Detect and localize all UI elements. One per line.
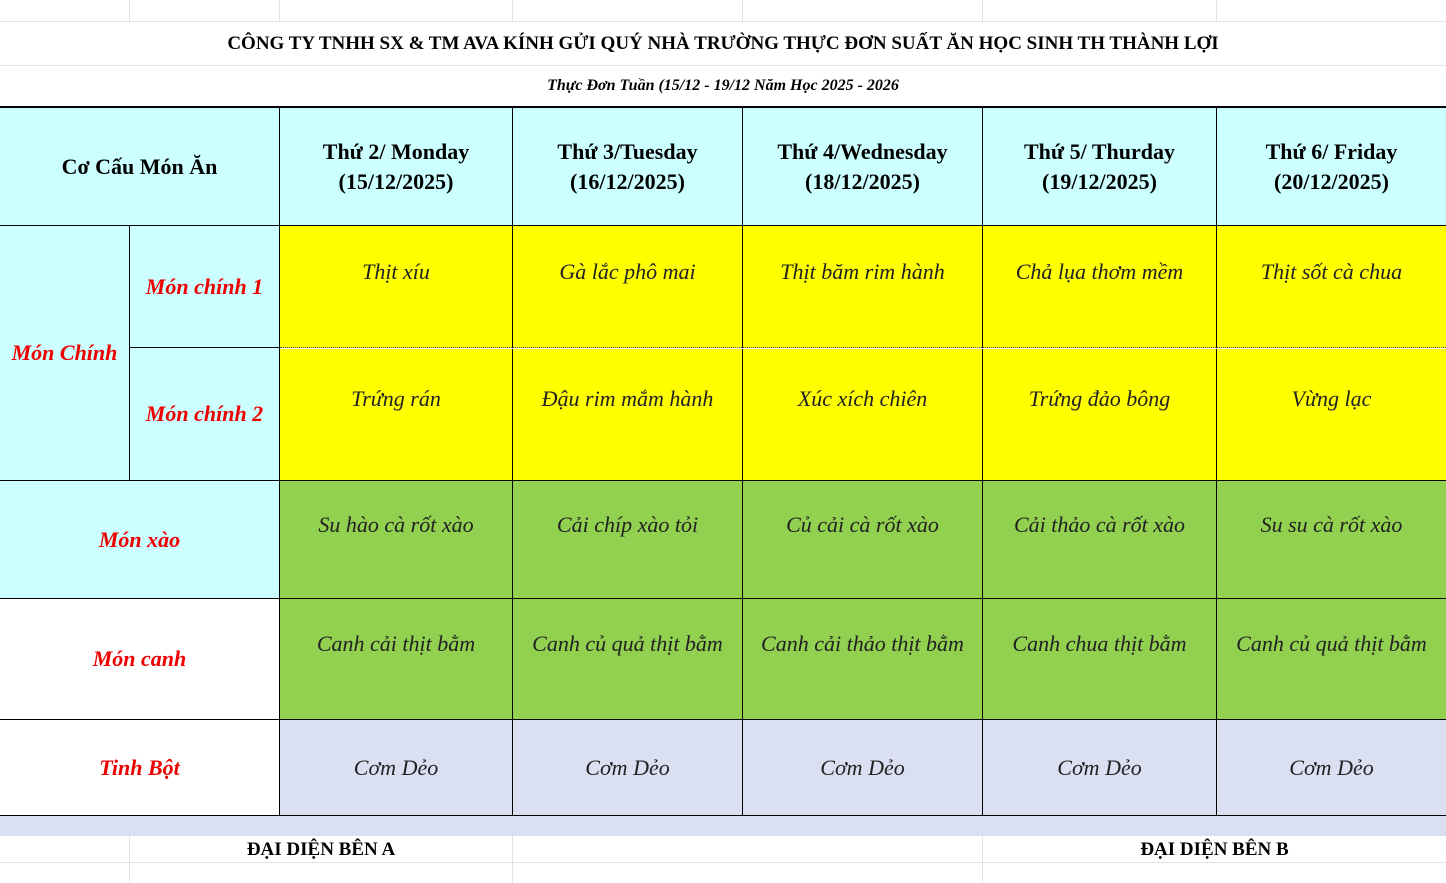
day-header-wednesday bbox=[743, 108, 983, 226]
category-starch bbox=[0, 720, 280, 816]
column-line bbox=[1216, 449, 1217, 481]
menu-cell: Su su cà rốt xào bbox=[1260, 512, 1403, 537]
day-date: (18/12/2025) bbox=[805, 168, 920, 194]
menu-cell: Thịt xíu bbox=[280, 226, 513, 318]
gridline bbox=[1216, 0, 1217, 21]
column-line bbox=[982, 318, 983, 348]
day-name: Thứ 3/Tuesday bbox=[557, 138, 698, 164]
day-header-friday bbox=[1217, 108, 1446, 226]
menu-cell: Canh cải thịt bằm bbox=[280, 599, 513, 689]
column-line bbox=[512, 569, 513, 599]
gridline bbox=[279, 0, 280, 21]
menu-cell: Cơm Dẻo bbox=[1289, 755, 1374, 780]
menu-cell: Su hào cà rốt xào bbox=[280, 481, 513, 569]
menu-cell: Trứng rán bbox=[280, 349, 513, 449]
menu-cell: Cơm Dẻo bbox=[983, 720, 1217, 816]
day-header-tuesday bbox=[513, 108, 743, 226]
gridline bbox=[982, 0, 983, 21]
signature-party-b: ĐẠI DIỆN BÊN B bbox=[1140, 839, 1289, 860]
menu-cell: Canh củ quả thịt bằm bbox=[513, 599, 743, 689]
column-line bbox=[1216, 689, 1217, 720]
column-line bbox=[742, 569, 743, 599]
category-main-group-label: Món Chính bbox=[11, 340, 118, 365]
day-name: Thứ 6/ Friday bbox=[1265, 138, 1398, 164]
category-main-1-label: Món chính 1 bbox=[145, 273, 264, 299]
column-line bbox=[742, 689, 743, 720]
menu-cell: Canh củ quả thịt bằm bbox=[1236, 631, 1427, 656]
menu-cell: Gà lắc phô mai bbox=[513, 226, 743, 318]
menu-cell: Cải chíp xào tỏi bbox=[513, 481, 743, 569]
week-subtitle: Thực Đơn Tuần (15/12 - 19/12 Năm Học 2025 - 2026 bbox=[547, 77, 899, 94]
menu-cell: Trứng đảo bông bbox=[983, 349, 1217, 449]
day-header-monday bbox=[280, 108, 513, 226]
column-line bbox=[982, 449, 983, 481]
column-line bbox=[742, 318, 743, 348]
column-line bbox=[512, 689, 513, 720]
menu-cell: Canh chua thịt bằm bbox=[983, 599, 1217, 689]
structure-header-label: Cơ Cấu Món Ăn bbox=[61, 153, 218, 179]
spacer-row bbox=[0, 816, 1446, 836]
column-line bbox=[982, 569, 983, 599]
category-main-2-label: Món chính 2 bbox=[145, 401, 264, 426]
day-date: (20/12/2025) bbox=[1274, 168, 1389, 194]
page-title: CÔNG TY TNHH SX & TM AVA KÍNH GỬI QUÝ NHÀ TRƯỜNG THỰC ĐƠN SUẤT ĂN HỌC SINH TH THÀNH LỢI bbox=[227, 32, 1219, 54]
menu-cell: Cải thảo cà rốt xào bbox=[983, 481, 1217, 569]
signature-party-a: ĐẠI DIỆN BÊN A bbox=[246, 839, 396, 860]
category-soup bbox=[0, 599, 280, 720]
category-main-2 bbox=[130, 348, 280, 481]
menu-cell: Cơm Dẻo bbox=[743, 720, 983, 816]
menu-cell: Cơm Dẻo bbox=[513, 720, 743, 816]
day-header-thursday bbox=[983, 108, 1217, 226]
day-date: (19/12/2025) bbox=[1042, 168, 1157, 194]
column-line bbox=[742, 449, 743, 481]
day-name: Thứ 4/Wednesday bbox=[777, 138, 948, 164]
column-line bbox=[1216, 569, 1217, 599]
day-date: (15/12/2025) bbox=[338, 168, 454, 194]
day-name: Thứ 2/ Monday bbox=[322, 138, 470, 164]
gridline bbox=[512, 0, 513, 21]
category-starch-label: Tinh Bột bbox=[99, 754, 180, 780]
category-soup-label: Món canh bbox=[92, 646, 187, 671]
menu-cell: Cơm Dẻo bbox=[280, 720, 513, 816]
day-date: (16/12/2025) bbox=[570, 168, 685, 194]
menu-cell: Đậu rim mắm hành bbox=[513, 349, 743, 449]
menu-cell: Xúc xích chiên bbox=[743, 349, 983, 449]
structure-header bbox=[0, 108, 280, 226]
column-line bbox=[1216, 318, 1217, 348]
menu-cell: Thịt băm rim hành bbox=[743, 226, 983, 318]
column-line bbox=[512, 449, 513, 481]
category-main-group bbox=[0, 226, 130, 481]
menu-cell: Củ cải cà rốt xào bbox=[743, 481, 983, 569]
menu-cell: Thịt sốt cà chua bbox=[1260, 259, 1403, 284]
column-line bbox=[512, 318, 513, 348]
column-line bbox=[982, 689, 983, 720]
category-stirfry-label: Món xào bbox=[98, 526, 181, 552]
gridline bbox=[742, 0, 743, 21]
gridline bbox=[129, 0, 130, 21]
category-main-1 bbox=[130, 226, 280, 348]
menu-cell: Canh cải thảo thịt bằm bbox=[743, 599, 983, 689]
menu-cell: Chả lụa thơm mềm bbox=[983, 226, 1217, 318]
gridline bbox=[512, 836, 513, 883]
day-name: Thứ 5/ Thurday bbox=[1024, 138, 1175, 164]
category-stirfry bbox=[0, 481, 280, 599]
menu-cell: Vừng lạc bbox=[1291, 386, 1372, 411]
